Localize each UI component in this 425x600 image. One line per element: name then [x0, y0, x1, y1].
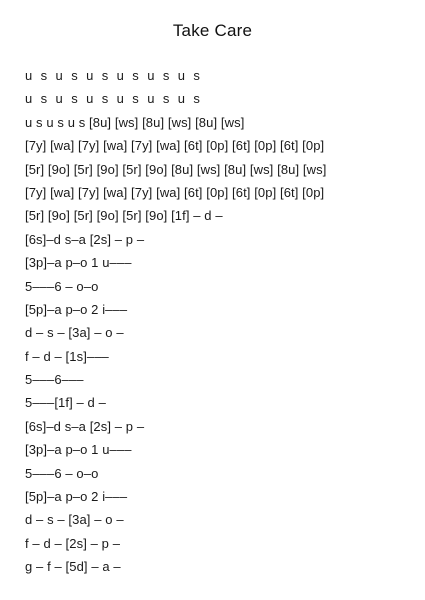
notation-line: u s u s u s u s u s u s — [25, 68, 203, 83]
notation-line: d – s – [3a] – o – — [25, 512, 124, 528]
notation-line: d – s – [3a] – o – — [25, 325, 124, 341]
page-title: Take Care — [172, 21, 253, 40]
notation-sheet — [25, 64, 420, 579]
notation-line: [6s]–d s–a [2s] – p – — [25, 231, 145, 247]
notation-line: f – d – [1s]––– — [25, 348, 109, 364]
notation-line: 5–––6 – o–o — [25, 465, 99, 481]
notation-line: 5–––6 – o–o — [25, 278, 99, 294]
notation-line: [5p]–a p–o 2 i––– — [25, 489, 128, 505]
notation-line: [3p]–a p–o 1 u––– — [25, 255, 132, 271]
notation-line: [6s]–d s–a [2s] – p – — [25, 418, 145, 434]
notation-line: [7y] [wa] [7y] [wa] [7y] [wa] [6t] [0p] [6t] [0p] [6t] [0p] — [25, 138, 325, 154]
notation-line: u s u s u s [8u] [ws] [8u] [ws] [8u] [ws] — [25, 114, 245, 130]
notation-line: f – d – [2s] – p – — [25, 535, 121, 551]
notation-line: 5–––6––– — [25, 372, 84, 388]
notation-line: u s u s u s u s u s u s — [25, 91, 203, 107]
notation-line: 5–––[1f] – d – — [25, 395, 106, 411]
notation-line: [5r] [9o] [5r] [9o] [5r] [9o] [1f] – d – — [25, 208, 223, 224]
notation-line: g – f – [5d] – a – — [25, 559, 121, 575]
notation-line: [7y] [wa] [7y] [wa] [7y] [wa] [6t] [0p] [6t] [0p] [6t] [0p] — [25, 184, 325, 200]
notation-line: [5r] [9o] [5r] [9o] [5r] [9o] [8u] [ws] [8u] [ws] [8u] [ws] — [25, 161, 327, 177]
notation-line: [3p]–a p–o 1 u––– — [25, 442, 132, 458]
notation-line: [5p]–a p–o 2 i––– — [25, 301, 128, 317]
